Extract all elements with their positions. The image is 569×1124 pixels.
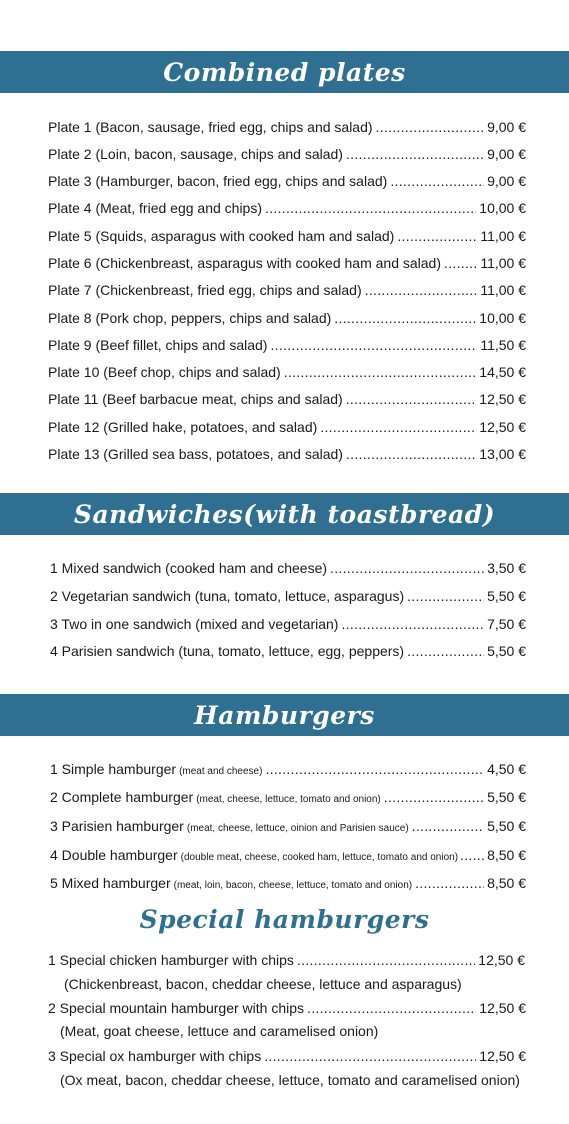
leader-dots (320, 419, 476, 435)
menu-item (50, 818, 526, 836)
menu-item (48, 337, 526, 355)
leader-dots (334, 310, 476, 326)
menu-item (48, 200, 526, 218)
leader-dots (376, 119, 485, 135)
item-name: Plate 10 (Beef chop, chips and salad) (48, 364, 281, 380)
item-name: 3 Special ox hamburger with chips (48, 1048, 262, 1064)
sandwiches-title: Sandwiches(with toastbread) (73, 499, 496, 529)
menu-item (48, 255, 526, 273)
menu-item (50, 875, 526, 893)
leader-dots (330, 560, 484, 576)
item-detail: (meat, loin, bacon, cheese, lettuce, tomato and onion) (173, 880, 413, 891)
item-price: 10,00 € (479, 310, 526, 326)
item-name: Plate 6 (Chickenbreast, asparagus with cooked ham and salad) (48, 255, 441, 271)
item-name: Plate 13 (Grilled sea bass, potatoes, and salad) (48, 446, 343, 462)
item-name: 1 Simple hamburger (50, 761, 177, 777)
item-price: 14,50 € (479, 364, 526, 380)
menu-item (48, 1000, 526, 1018)
item-price: 3,50 € (487, 560, 526, 576)
menu-item (48, 1048, 526, 1066)
leader-dots (265, 200, 476, 216)
item-price: 11,00 € (480, 228, 526, 244)
menu-item (48, 119, 526, 137)
item-price: 5,50 € (487, 789, 526, 805)
item-detail: (double meat, cheese, cooked ham, lettuce, tomato and onion) (180, 852, 459, 863)
leader-dots (415, 875, 484, 891)
item-name: 5 Mixed hamburger (50, 875, 171, 891)
hamburgers-banner (0, 694, 569, 736)
item-price: 13,00 € (479, 446, 526, 462)
item-price: 11,00 € (480, 255, 526, 271)
menu-item (48, 228, 526, 246)
menu-item (50, 560, 526, 578)
item-name: Plate 11 (Beef barbacue meat, chips and salad) (48, 391, 343, 407)
item-name: Plate 8 (Pork chop, peppers, chips and salad) (48, 310, 332, 326)
leader-dots (384, 789, 484, 805)
leader-dots (307, 1000, 476, 1016)
item-price: 11,50 € (480, 337, 526, 353)
item-description: (Ox meat, bacon, cheddar cheese, lettuce, tomato and caramelised onion) (60, 1072, 520, 1088)
menu-item (50, 616, 526, 634)
item-price: 5,50 € (487, 643, 526, 659)
leader-dots (346, 391, 477, 407)
item-price: 9,00 € (487, 146, 526, 162)
item-name: Plate 12 (Grilled hake, potatoes, and salad) (48, 419, 318, 435)
leader-dots (341, 616, 484, 632)
item-name: 2 Complete hamburger (50, 789, 194, 805)
item-price: 8,50 € (487, 847, 526, 863)
item-price: 4,50 € (487, 761, 526, 777)
item-price: 7,50 € (487, 616, 526, 632)
item-name: 3 Two in one sandwich (mixed and vegetarian) (50, 616, 339, 632)
item-price: 12,50 € (478, 952, 525, 968)
item-name: 1 Mixed sandwich (cooked ham and cheese) (50, 560, 328, 576)
item-price: 10,00 € (479, 200, 526, 216)
item-price: 11,00 € (480, 282, 526, 298)
leader-dots (264, 1048, 476, 1064)
leader-dots (444, 255, 477, 271)
item-price: 12,50 € (479, 1000, 526, 1016)
leader-dots (346, 146, 484, 162)
leader-dots (407, 588, 484, 604)
menu-item (48, 146, 526, 164)
item-name: 4 Double hamburger (50, 847, 178, 863)
item-price: 12,50 € (479, 419, 526, 435)
item-name: Plate 3 (Hamburger, bacon, fried egg, chips and salad) (48, 173, 388, 189)
item-description: (Chickenbreast, bacon, cheddar cheese, lettuce and asparagus) (64, 976, 462, 992)
item-price: 9,00 € (487, 173, 526, 189)
menu-item (48, 173, 526, 191)
item-name: 2 Special mountain hamburger with chips (48, 1000, 305, 1016)
menu-item (50, 588, 526, 606)
combined-plates-title: Combined plates (163, 57, 406, 87)
item-price: 8,50 € (487, 875, 526, 891)
leader-dots (365, 282, 478, 298)
item-detail: (meat, cheese, lettuce, tomato and onion) (196, 794, 381, 805)
item-price: 12,50 € (479, 391, 526, 407)
item-name: 2 Vegetarian sandwich (tuna, tomato, lettuce, asparagus) (50, 588, 405, 604)
leader-dots (346, 446, 476, 462)
leader-dots (390, 173, 484, 189)
menu-item (48, 446, 526, 464)
menu-item (48, 391, 526, 409)
item-name: 1 Special chicken hamburger with chips (48, 952, 294, 968)
item-name: Plate 9 (Beef fillet, chips and salad) (48, 337, 268, 353)
sandwiches-banner (0, 493, 569, 535)
leader-dots (412, 818, 484, 834)
item-name: Plate 2 (Loin, bacon, sausage, chips and salad) (48, 146, 343, 162)
item-description: (Meat, goat cheese, lettuce and caramelised onion) (60, 1023, 379, 1039)
item-detail: (meat, cheese, lettuce, oinion and Parisien sauce) (186, 823, 409, 834)
item-price: 5,50 € (487, 818, 526, 834)
combined-plates-banner (0, 51, 569, 93)
item-name: 3 Parisien hamburger (50, 818, 184, 834)
menu-item (50, 847, 526, 865)
menu-item (50, 789, 526, 807)
menu-item (50, 643, 526, 661)
leader-dots (460, 847, 485, 863)
leader-dots (270, 337, 477, 353)
item-price: 12,50 € (479, 1048, 526, 1064)
leader-dots (407, 643, 484, 659)
item-name: Plate 7 (Chickenbreast, fried egg, chips and salad) (48, 282, 362, 298)
leader-dots (397, 228, 477, 244)
menu-item (48, 282, 526, 300)
menu-item (48, 952, 525, 970)
item-name: 4 Parisien sandwich (tuna, tomato, lettuce, egg, peppers) (50, 643, 405, 659)
item-detail: (meat and cheese) (179, 766, 263, 777)
hamburgers-title: Hamburgers (194, 700, 375, 730)
item-price: 5,50 € (487, 588, 526, 604)
menu-item (50, 761, 526, 779)
menu-item (48, 364, 526, 382)
menu-item (48, 310, 526, 328)
item-name: Plate 4 (Meat, fried egg and chips) (48, 200, 263, 216)
item-price: 9,00 € (487, 119, 526, 135)
special-hamburgers-title: Special hamburgers (139, 905, 430, 934)
leader-dots (284, 364, 477, 380)
leader-dots (297, 952, 475, 968)
leader-dots (265, 761, 484, 777)
menu-item (48, 419, 526, 437)
item-name: Plate 5 (Squids, asparagus with cooked ham and salad) (48, 228, 395, 244)
item-name: Plate 1 (Bacon, sausage, fried egg, chips and salad) (48, 119, 373, 135)
